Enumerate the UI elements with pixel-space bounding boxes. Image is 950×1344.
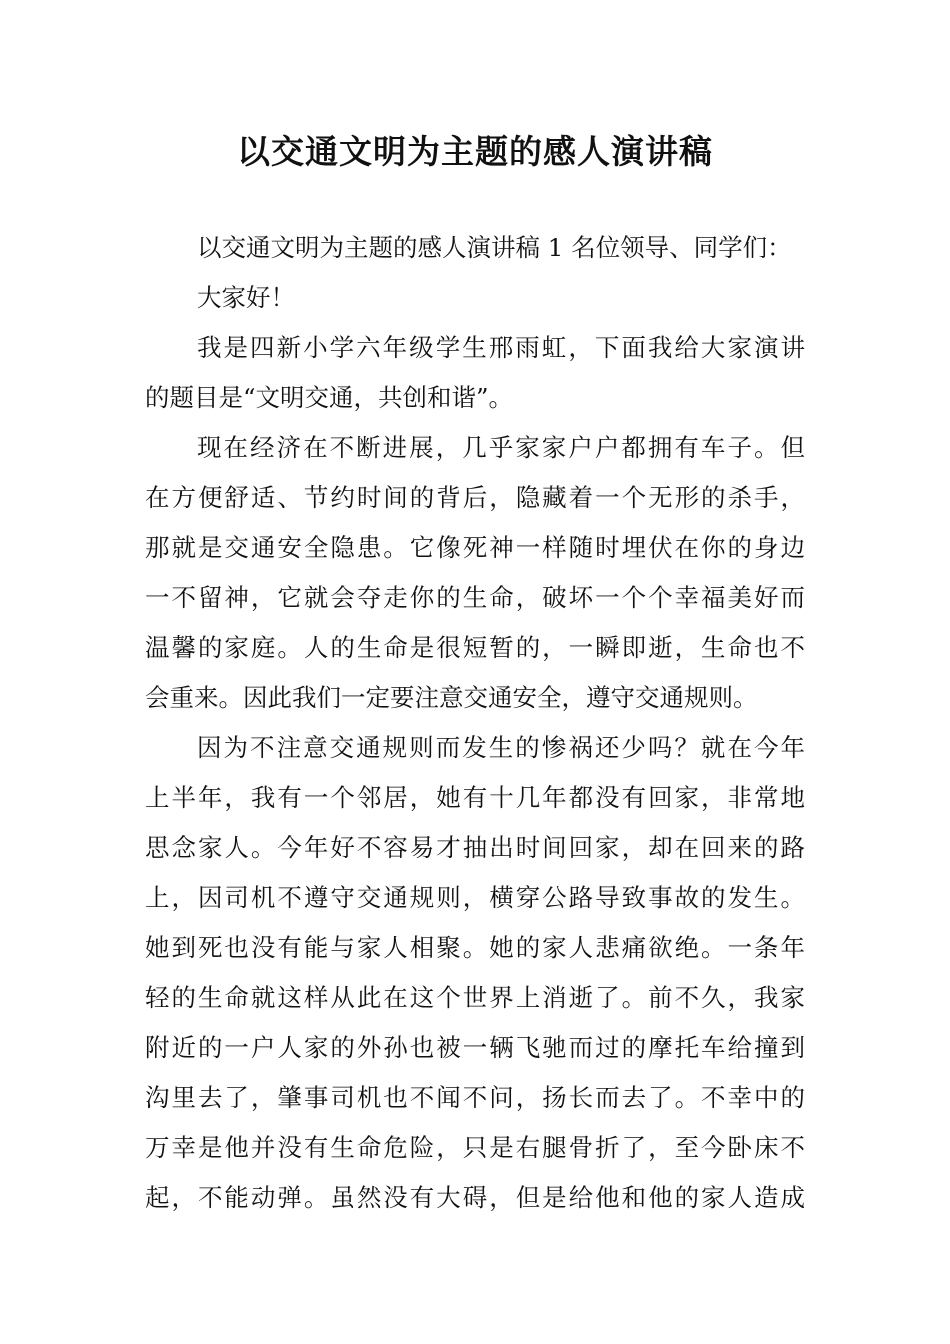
text-line: 上半年，我有一个邻居，她有十几年都没有回家，非常地: [145, 783, 805, 812]
text-line: 她到死也没有能与家人相聚。她的家人悲痛欲绝。一条年: [145, 933, 805, 962]
text-line: 轻的生命就这样从此在这个世界上消逝了。前不久，我家: [145, 983, 805, 1012]
text-line: 温馨的家庭。人的生命是很短暂的，一瞬即逝，生命也不: [145, 633, 805, 662]
document-body: [145, 223, 805, 1223]
text-line: 起，不能动弹。虽然没有大碍，但是给他和他的家人造成: [145, 1183, 805, 1212]
text-line: 的题目是“文明交通，共创和谐”。: [145, 383, 514, 412]
text-line: 在方便舒适、节约时间的背后，隐藏着一个无形的杀手，: [145, 483, 805, 512]
text-line: 附近的一户人家的外孙也被一辆飞驰而过的摩托车给撞到: [145, 1033, 805, 1062]
text-line: 大家好！: [197, 283, 295, 312]
text-line: 沟里去了，肇事司机也不闻不问，扬长而去了。不幸中的: [145, 1083, 805, 1112]
text-line: 一不留神，它就会夺走你的生命，破坏一个个幸福美好而: [145, 583, 805, 612]
document-title: 以交通文明为主题的感人演讲稿: [237, 132, 713, 171]
text-line: 思念家人。今年好不容易才抽出时间回家，却在回来的路: [145, 833, 805, 862]
text-line: 上，因司机不遵守交通规则，横穿公路导致事故的发生。: [145, 883, 805, 912]
text-line: 因为不注意交通规则而发生的惨祸还少吗？就在今年: [197, 733, 805, 762]
text-line: 那就是交通安全隐患。它像死神一样随时埋伏在你的身边: [145, 533, 805, 562]
text-line: 万幸是他并没有生命危险，只是右腿骨折了，至今卧床不: [145, 1133, 805, 1162]
text-line: 我是四新小学六年级学生邢雨虹，下面我给大家演讲: [197, 333, 805, 362]
text-line: 现在经济在不断进展，几乎家家户户都拥有车子。但: [197, 433, 805, 462]
text-line: 会重来。因此我们一定要注意交通安全，遵守交通规则。: [145, 683, 758, 712]
text-line: 以交通文明为主题的感人演讲稿 1 名位领导、同学们：: [197, 233, 792, 262]
